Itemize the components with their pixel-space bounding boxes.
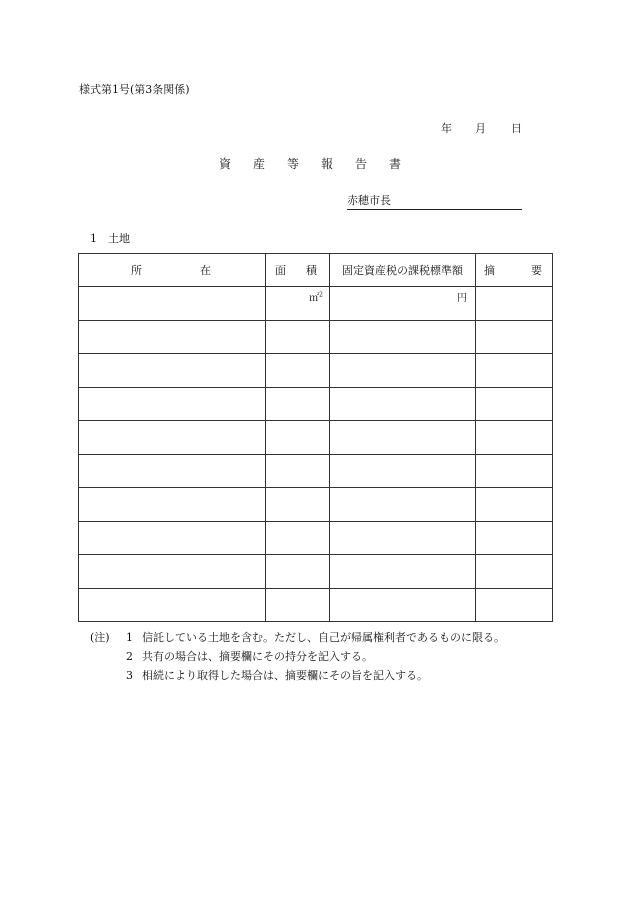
table-row	[79, 555, 553, 589]
table-row	[79, 488, 553, 522]
value-cell[interactable]	[330, 454, 476, 488]
remarks-cell[interactable]	[476, 588, 553, 622]
area-cell[interactable]	[266, 488, 330, 522]
notes-prefix: (注)	[90, 631, 110, 644]
title-char: 産	[253, 157, 266, 171]
title-char: 等	[287, 157, 300, 171]
land-table	[78, 253, 553, 622]
value-cell[interactable]	[330, 320, 476, 354]
area-cell[interactable]	[266, 287, 330, 321]
remarks-cell[interactable]	[476, 454, 553, 488]
header-area: 面 積	[266, 254, 330, 287]
remarks-cell[interactable]	[476, 354, 553, 388]
table-row	[79, 320, 553, 354]
title-char: 資	[219, 157, 232, 171]
table-row	[79, 287, 553, 321]
title-char: 告	[355, 157, 368, 171]
value-cell[interactable]	[330, 387, 476, 421]
header-tax-value: 固定資産税の課税標準額	[330, 254, 476, 287]
date-day-label: 日	[511, 122, 522, 135]
date-month-label: 月	[475, 122, 486, 135]
value-cell[interactable]	[330, 421, 476, 455]
location-cell[interactable]	[79, 488, 266, 522]
date-line	[441, 120, 522, 136]
header-location: 所 在	[79, 254, 266, 287]
remarks-cell[interactable]	[476, 488, 553, 522]
area-cell[interactable]	[266, 320, 330, 354]
form-number: 様式第1号(第3条関係)	[79, 83, 190, 96]
location-cell[interactable]	[79, 588, 266, 622]
area-cell[interactable]	[266, 521, 330, 555]
table-row	[79, 521, 553, 555]
title-char: 書	[389, 157, 402, 171]
value-cell[interactable]	[330, 287, 476, 321]
table-row	[79, 354, 553, 388]
area-unit: ㎡$^2$	[309, 291, 323, 304]
location-cell[interactable]	[79, 287, 266, 321]
remarks-cell[interactable]	[476, 287, 553, 321]
section-heading	[90, 230, 130, 246]
value-cell[interactable]	[330, 588, 476, 622]
value-cell[interactable]	[330, 488, 476, 522]
date-year-label: 年	[441, 122, 452, 135]
header-remarks: 摘 要	[476, 254, 553, 287]
remarks-cell[interactable]	[476, 387, 553, 421]
location-cell[interactable]	[79, 421, 266, 455]
table-row	[79, 387, 553, 421]
area-cell[interactable]	[266, 387, 330, 421]
note-item: (注) 1 信託している土地を含む。ただし、自己が帰属権利者であるものに限る。	[90, 628, 505, 647]
value-cell[interactable]	[330, 555, 476, 589]
table-row	[79, 588, 553, 622]
location-cell[interactable]	[79, 320, 266, 354]
area-cell[interactable]	[266, 354, 330, 388]
location-cell[interactable]	[79, 555, 266, 589]
value-cell[interactable]	[330, 521, 476, 555]
area-cell[interactable]	[266, 454, 330, 488]
remarks-cell[interactable]	[476, 555, 553, 589]
document-title	[219, 155, 401, 172]
note-item: 2 共有の場合は、摘要欄にその持分を記入する。	[126, 650, 373, 663]
area-cell[interactable]	[266, 421, 330, 455]
section-number: 1	[90, 232, 97, 245]
value-unit: 円	[457, 293, 467, 304]
remarks-cell[interactable]	[476, 521, 553, 555]
addressee: 赤穂市長	[347, 192, 522, 210]
value-cell[interactable]	[330, 354, 476, 388]
section-label: 土地	[108, 232, 130, 245]
title-char: 報	[321, 157, 334, 171]
table-row	[79, 421, 553, 455]
location-cell[interactable]	[79, 387, 266, 421]
location-cell[interactable]	[79, 521, 266, 555]
area-cell[interactable]	[266, 588, 330, 622]
note-item: 3 相続により取得した場合は、摘要欄にその旨を記入する。	[126, 669, 428, 682]
remarks-cell[interactable]	[476, 320, 553, 354]
notes	[90, 628, 505, 685]
location-cell[interactable]	[79, 454, 266, 488]
area-cell[interactable]	[266, 555, 330, 589]
location-cell[interactable]	[79, 354, 266, 388]
remarks-cell[interactable]	[476, 421, 553, 455]
table-row	[79, 454, 553, 488]
table-header-row	[79, 254, 553, 287]
